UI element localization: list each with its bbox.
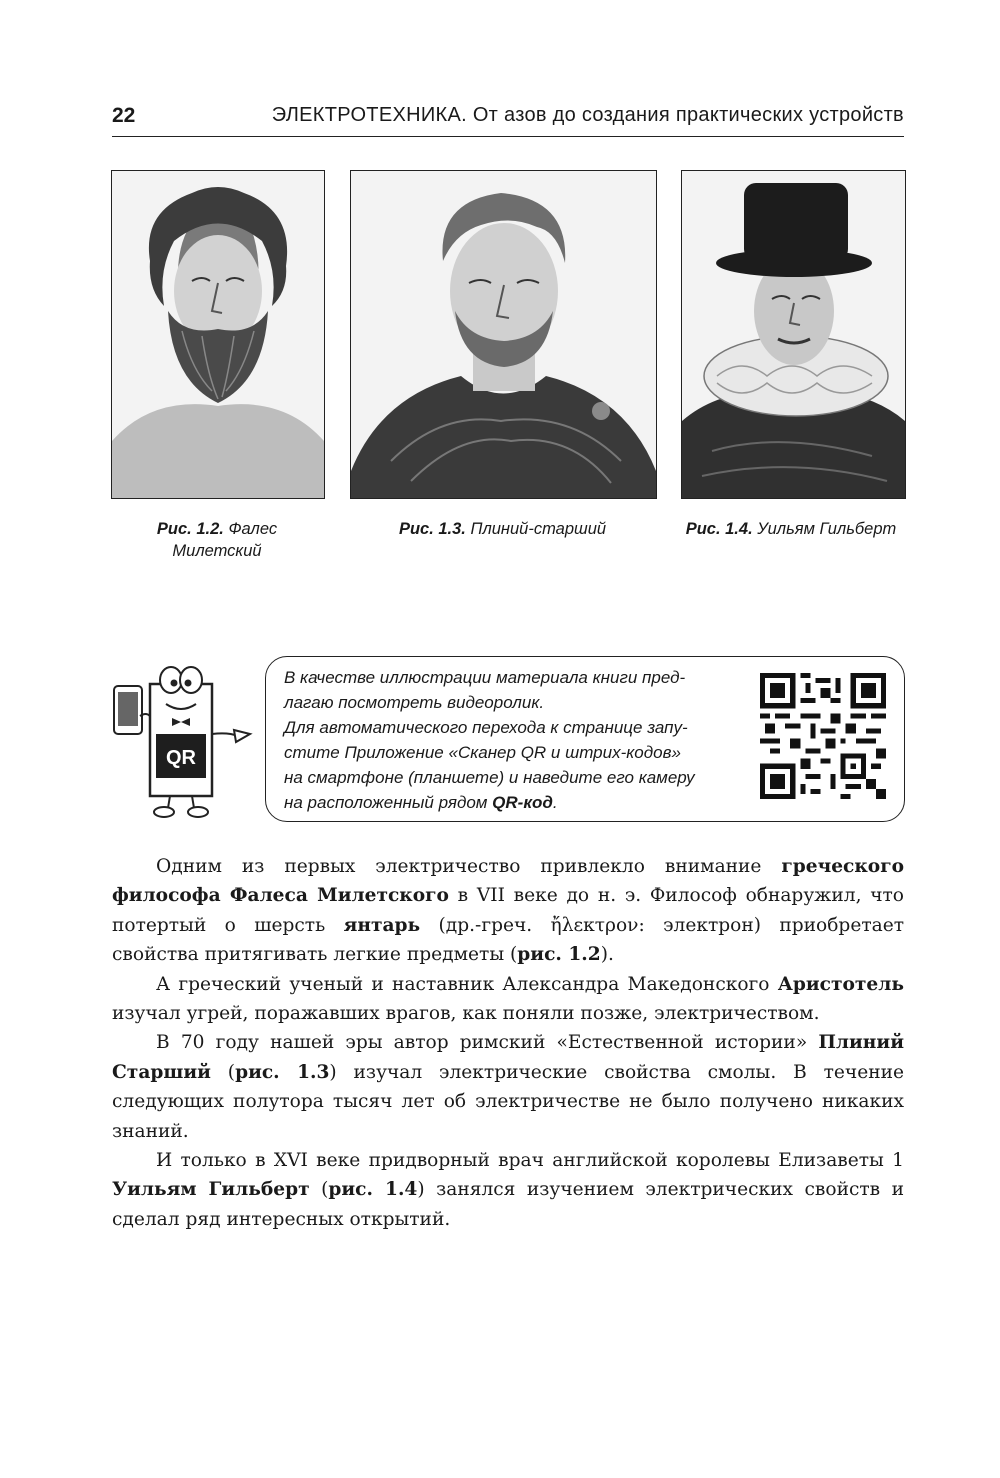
- qr-code-image[interactable]: [760, 673, 886, 799]
- text-run: изучал угрей, поражавших врагов, как поняли позже, электричеством.: [112, 1003, 820, 1025]
- figure-ref: рис. 1.2: [517, 944, 601, 966]
- qr-info-text: [284, 665, 754, 815]
- text-run: Одним из первых электричество привлекло внимание: [156, 856, 782, 877]
- bold-run: Аристотель: [777, 973, 904, 995]
- caption-label: Рис. 1.3.: [398, 520, 466, 538]
- paragraph-aristotle: [112, 970, 904, 1029]
- qr-info-line: стите Приложение «Сканер QR и штрих-кодов»: [284, 743, 681, 762]
- qr-code-term: QR-код: [492, 793, 553, 812]
- qr-info-line: Для автоматического перехода к странице запу-: [284, 718, 688, 737]
- page-number: 22: [112, 104, 136, 127]
- figure-caption-1-4: [666, 518, 916, 540]
- text-run: ) изучал электрические свойства смолы. В течение следующих полутора тысяч лет об электричестве не было получено никаких знаний.: [112, 1061, 904, 1142]
- body-text: [112, 852, 904, 1234]
- bold-run: Плиний Старший: [112, 1032, 904, 1083]
- bold-run: греческого философа Фалеса Милетского: [112, 856, 904, 907]
- caption-text: Плиний-старший: [470, 520, 607, 538]
- qr-mascot-illustration: [110, 650, 260, 820]
- figure-caption-1-3: [350, 518, 655, 540]
- caption-label: Рис. 1.4.: [685, 520, 753, 538]
- qr-info-box: [265, 656, 905, 822]
- figure-ref: рис. 1.3: [235, 1061, 330, 1083]
- mascot-badge-text: QR: [166, 747, 196, 769]
- caption-text: Уильям Гильберт: [757, 520, 897, 538]
- qr-info-line: В качестве иллюстрации материала книги пред-: [284, 668, 686, 687]
- caption-label: Рис. 1.2.: [156, 520, 224, 538]
- figure-caption-1-2: [111, 518, 323, 562]
- running-title: ЭЛЕКТРОТЕХНИКА. От азов до создания практических устройств: [271, 104, 904, 126]
- qr-info-line: на смартфоне (планшете) и наведите его камеру: [284, 768, 695, 787]
- bold-run: Уильям Гильберт: [112, 1179, 310, 1201]
- text-run: (др.-греч. ἤλεκτρον: электрон) приобретает свойства притягивать легкие предметы (: [112, 914, 904, 966]
- caption-text: Фалес: [228, 520, 278, 538]
- text-run: И только в XVI веке придворный врач английской королевы Елизаветы 1: [156, 1150, 904, 1172]
- caption-text-line2: Милетский: [172, 542, 262, 560]
- portrait-pliny: [350, 170, 657, 499]
- text-run: В 70 году нашей эры автор римский «Естественной истории»: [156, 1032, 819, 1054]
- portrait-thales: [111, 170, 325, 499]
- paragraph-thales: [112, 852, 904, 970]
- paragraph-pliny: [112, 1028, 904, 1146]
- bold-run: янтарь: [343, 914, 421, 936]
- text-run: в VII веке до н. э. Философ обнаружил, что потертый о шерсть: [112, 885, 904, 936]
- qr-info-line: на расположенный рядом: [284, 793, 493, 812]
- text-run: А греческий ученый и наставник Александра Македонского: [156, 973, 778, 995]
- paragraph-gilbert: [112, 1146, 904, 1234]
- text-run: (: [210, 1061, 236, 1083]
- qr-info-line: лагаю посмотреть видеоролик.: [284, 693, 545, 712]
- figure-ref: рис. 1.4: [328, 1179, 418, 1201]
- text-run: (: [309, 1179, 329, 1201]
- text-run: ).: [600, 944, 614, 966]
- qr-info-end: .: [552, 793, 558, 812]
- portrait-gilbert: [681, 170, 906, 499]
- text-run: ) занялся изучением электрических свойств и сделал ряд интересных открытий.: [112, 1179, 904, 1230]
- page-header: [112, 100, 904, 137]
